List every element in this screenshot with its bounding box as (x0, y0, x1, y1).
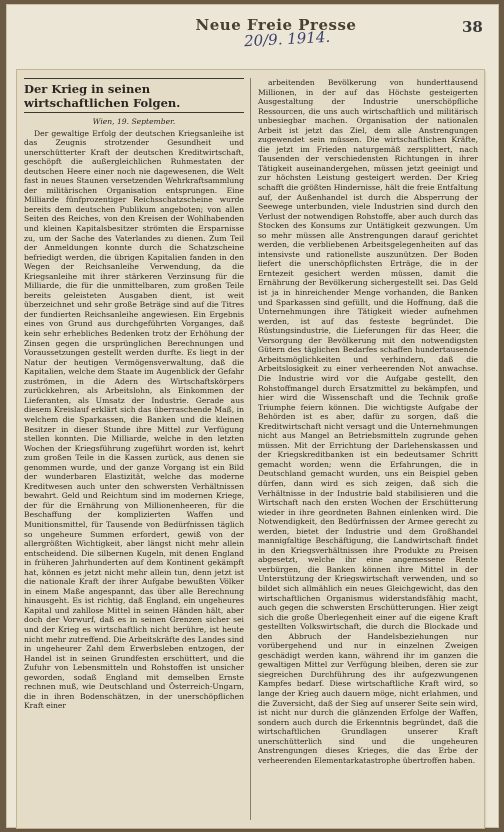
article-body-left: Der gewaltige Erfolg der deutschen Kriegsanleihe ist das Zeugnis strotzender Gesundheit und unerschütterter Kraft der deutschen Kreditwirtschaft, geschöpft die außergleichlichen Ruhmestaten der deutschen Heere einer noch nie dagewesenen, die Welt fast in neues Staunen versetzenden Wehrkraftsammlung der militärischen Organisation entsprungen. Eine Milliarde fünfprozentiger Reichsschatzscheine wurde bereits dem deutschen Publikum angeboten; von allen Seiten des Reiches, von den Kreisen der Wohlhabenden und kleinen Kapitalsbesitzer strömten die Ersparnisse zu, um der Sache des Vaterlandes zu dienen. Zum Teil der Anmeldungen konnte durch die Schatzscheine befriedigt werden, die übrigen Kapitalien fanden in den Wegen der Reichsanleihe Verwendung, da die Kriegsanleihe mit ihrer stärkeren Verzinsung für die Milliarde, die für die unmittelbaren, zum großen Teile bereits geleisteten Ausgaben dient, ist weit überzeichnet und sehr große Beträge sind auf die Titres der fundierten Reichsanleihe angewiesen. Ein Ergebnis eines von Grund aus durchgeführten Vorganges, daß kein sehr erhebliches Bedenken trotz der Erhöhung der Zinsen gegen die ursprünglichen Berechnungen und Voraussetzungen gestellt werden durfte. Es liegt in der Natur der heutigen Vermögensverwaltung, daß die Kapitalien, welche dem Staate im Augenblick der Gefahr zuströmen, in die Adern des Wirtschaftskörpers zurückkehren, als Arbeitslohn, als Einkommen der Lieferanten, als Umsatz der Industrie. Gerade aus diesem Kreislauf erklärt sich das überraschende Maß, in welchem die Sparkassen, die Banken und die kleinen Besitzer in dieser Stunde ihre Mittel zur Verfügung stellen konnten. Die Milliarde, welche in den letzten Wochen der Kriegsführung zugeführt worden ist, kehrt zum großen Teile in die Kassen zurück, aus denen sie genommen wurde, und der ganze Vorgang ist ein Bild der wunderbaren Elastizität, welche das moderne Kreditwesen auch unter den schwersten Verhältnissen bewahrt. Geld und Reichtum sind im modernen Kriege, der für die Ernährung von Millionenheeren, für die Beschaffung der komplizierten Waffen und Munitionsmittel, für Tausende von Bedürfnissen täglich so ungeheure Summen erfordert, gewiß von der allergrößten Wichtigkeit, aber längst nicht mehr allein entscheidend. Die silbernen Kugeln, mit denen England in früheren Jahrhunderten auf dem Kontinent gekämpft hat, können es jetzt nicht mehr allein tun, denn jetzt ist die nationale Kraft der ihrer Aufgabe bewußten Völker in einem Maße angespannt, das über alle Berechnung hinausgeht. Es ist richtig, daß England, ein ungeheures Kapital und zahllose Mittel in seinen Händen hält, aber doch der Vorwurf, daß es in seinen Grenzen sicher sei und der Krieg es wirtschaftlich nicht berühre, ist heute nicht mehr zutreffend. Die Arbeitskräfte des Landes sind in ungeheurer Zahl dem Erwerbsleben entzogen, der Handel ist in seinen Grundfesten erschüttert, und die Zufuhr von Lebensmitteln und Rohstoffen ist unsicher geworden, sodaß England mit demselben Ernste rechnen muß, wie Deutschland und Österreich-Ungarn, die in ihren Bodenschätzen, in der unerschöpflichen Kraft einer (24, 128, 244, 711)
handwritten-date: 20/9. 1914. (243, 27, 331, 51)
scrapbook-page (6, 4, 499, 828)
page-number: 38 (462, 18, 483, 36)
article-dateline: Wien, 19. September. (92, 117, 176, 126)
newspaper-clipping (17, 70, 484, 828)
article-headline: Der Krieg in seinen wirtschaftlichen Folgen. (24, 78, 244, 113)
article-body-right: arbeitenden Bevölkerung von hunderttausend Millionen, in der auf das Höchste gesteigerten Ausgestaltung der Industrie unerschöpfliche Ressourcen, die uns auch wirtschaftlich und militärisch unbesiegbar machen. Organisation der nationalen Arbeit ist jetzt das Ziel, dem alle Anstrengungen zugewendet sein müssen. Die wirtschaftlichen Kräfte, die jetzt im Frieden naturgemäß zersplittert, nach Tausenden der verschiedensten Richtungen in ihrer Tätigkeit auseinandergehen, müssen jetzt geeinigt und zur höchsten Leistung gesteigert werden. Der Krieg schafft die größten Hindernisse, hält die freie Entfaltung auf, der Außenhandel ist durch die Absperrung der Seewege unterbunden, viele Industrien sind durch den Verlust der notwendigen Rohstoffe, aber auch durch das Stocken des Konsums zur Untätigkeit gezwungen. Um so mehr müssen alle Anstrengungen darauf gerichtet werden, die verbliebenen Arbeitsgelegenheiten auf das intensivste und rationellste auszunützen. Der Boden liefert die unerschöpflichsten Erträge, die in der Erntezeit gesichert werden müssen, damit die Ernährung der Bevölkerung sichergestellt sei. Das Geld ist ja in hinreichender Menge vorhanden, die Banken und Sparkassen sind gefüllt, und die Hoffnung, daß die Unternehmungen ihre Tätigkeit wieder aufnehmen werden, ist auf das festeste begründet. Die Rüstungsindustrie, die Lieferungen für das Heer, die Versorgung der Bevölkerung mit den notwendigsten Gütern des täglichen Bedarfes schaffen hundertausende Arbeitsmöglichkeiten und verhindern, daß die Arbeitslosigkeit zu einer verheerenden Not anwachse. Die Industrie wird vor die Aufgabe gestellt, den Rohstoffmangel durch Ersatzmittel zu bekämpfen, und hier wird die Wissenschaft und die Technik große Triumphe feiern können. Die wichtigste Aufgabe der Behörden ist es aber, dafür zu sorgen, daß die Kreditwirtschaft nicht versagt und die Unternehmungen nicht aus Mangel an Betriebsmitteln zugrunde gehen müssen. Mit der Errichtung der Darlehenskassen und der Kriegskreditbanken ist ein bedeutsamer Schritt gemacht worden; wenn die Erfahrungen, die in Deutschland gemacht wurden, uns ein Beispiel geben dürfen, dann wird es sich zeigen, daß sich die Verhältnisse in der Industrie bald stabilisieren und die Wirtschaft nach den ersten Wochen der Erschütterung wieder in ihre geordneten Bahnen einlenken wird. Die Notwendigkeit, den Bedürfnissen der Armee gerecht zu werden, bietet der Industrie und dem Großhandel mannigfaltige Beschäftigung, die Landwirtschaft findet in den Kriegsverhältnissen ihre Produkte zu Preisen abgesetzt, welche ihr eine angemessene Rente verbürgen, die Banken können ihre Mittel in der Unterstützung der Kriegswirtschaft verwenden, und so bildet sich allmählich ein neues Gleichgewicht, das den wirtschaftlichen Organismus widerstandsfähig macht, auch gegen die schwersten Erschütterungen. Hier zeigt sich die große Überlegenheit einer auf die eigene Kraft gestellten Volkswirtschaft, die durch die Blockade und den Abbruch der Handelsbeziehungen nur vorübergehend und nur in einzelnen Zweigen geschädigt werden kann, während ihr im ganzen die gewaltigen Mittel zur Verfügung bleiben, deren sie zur siegreichen Durchführung des ihr aufgezwungenen Kampfes bedarf. Diese wirtschaftliche Kraft wird, so lange der Krieg auch dauern möge, nicht erlahmen, und die Zuversicht, daß der Sieg auf unserer Seite sein wird, ist nicht nur durch die glänzenden Erfolge der Waffen, sondern auch durch die Erkenntnis begründet, daß die wirtschaftlichen Grundlagen unserer Kraft unerschütterlich sind und die ungeheuren Anstrengungen dieses Krieges, die das Erbe der verheerenden Elementarkatastrophe übertroffen haben. (258, 78, 478, 765)
column-divider (250, 78, 251, 820)
article-column-left (24, 78, 244, 822)
newspaper-masthead: Neue Freie Presse (195, 16, 357, 34)
article-column-right (258, 78, 478, 822)
